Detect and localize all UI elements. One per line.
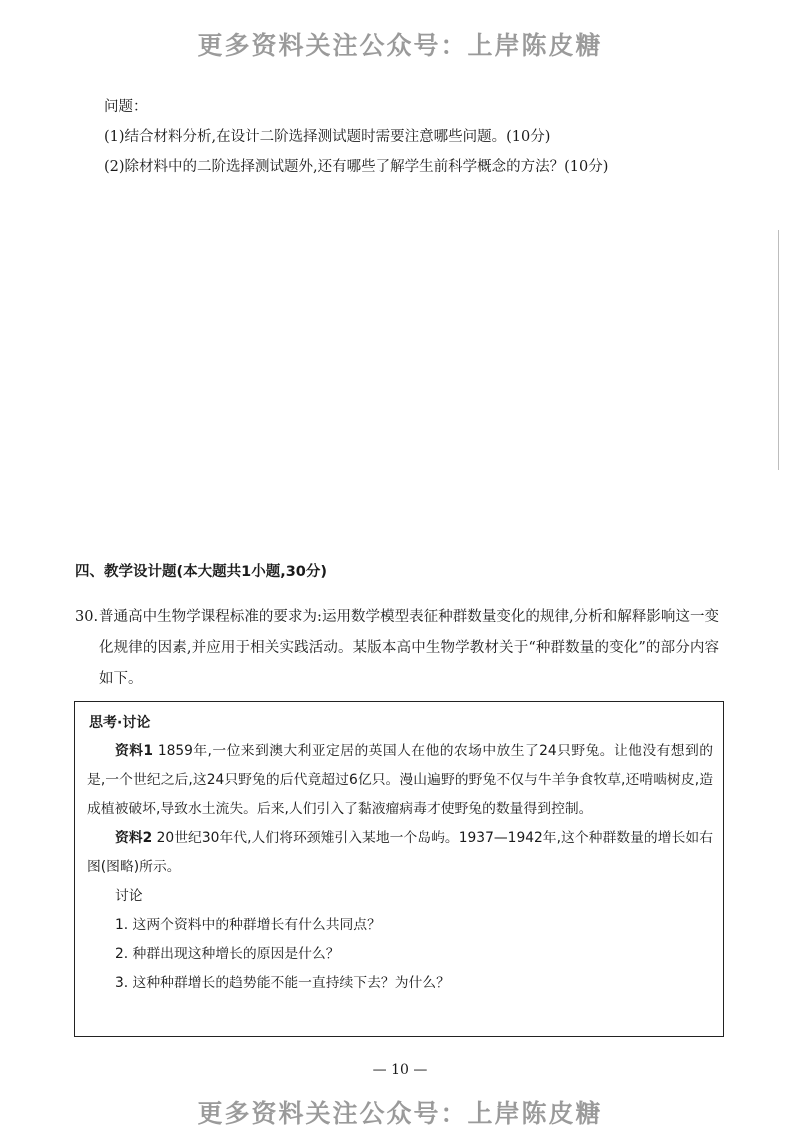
material-1-label: 资料1	[115, 743, 154, 759]
watermark-bottom: 更多资料关注公众号：上岸陈皮糖	[197, 1099, 603, 1128]
material-1	[87, 737, 713, 824]
discussion-item: 1. 这两个资料中的种群增长有什么共同点？	[115, 917, 381, 933]
discussion-item: 3. 这种种群增长的趋势能不能一直持续下去？为什么？	[115, 975, 450, 991]
question-2: (2)除材料中的二阶选择测试题外,还有哪些了解学生前科学概念的方法？(10分)	[104, 159, 609, 175]
watermark-top: 更多资料关注公众号：上岸陈皮糖	[197, 31, 603, 60]
question-1: (1)结合材料分析,在设计二阶选择测试题时需要注意哪些问题。(10分)	[104, 129, 551, 145]
section-heading: 四、教学设计题(本大题共1小题,30分)	[75, 564, 328, 580]
question-number: 30.	[75, 609, 99, 625]
discussion-item: 2. 种群出现这种增长的原因是什么？	[115, 946, 340, 962]
discussion-heading: 讨论	[115, 888, 143, 904]
questions-heading: 问题：	[104, 99, 148, 115]
material-2-label: 资料2	[115, 830, 153, 846]
page-number: — 10 —	[372, 1062, 428, 1078]
margin-line	[778, 230, 779, 470]
box-body	[87, 737, 713, 998]
think-discuss-box	[74, 701, 724, 1037]
material-2	[87, 824, 713, 882]
question-block	[104, 92, 608, 182]
question-30	[75, 602, 745, 695]
box-title: 思考·讨论	[89, 715, 151, 731]
material-2-text: 20世纪30年代,人们将环颈雉引入某地一个岛屿。1937—1942年,这个种群数量的增长如右图(图略)所示。	[87, 830, 713, 875]
question-30-text: 普通高中生物学课程标准的要求为:运用数学模型表征种群数量变化的规律,分析和解释影响这一变化规律的因素,并应用于相关实践活动。某版本高中生物学教材关于“种群数量的变化”的部分内容如下。	[99, 609, 719, 687]
material-1-text: 1859年,一位来到澳大利亚定居的英国人在他的农场中放生了24只野兔。让他没有想到的是,一个世纪之后,这24只野兔的后代竟超过6亿只。漫山遍野的野兔不仅与牛羊争食牧草,还啃啮树皮,造成植被破坏,导致水土流失。后来,人们引入了黏液瘤病毒才使野兔的数量得到控制。	[87, 743, 714, 817]
